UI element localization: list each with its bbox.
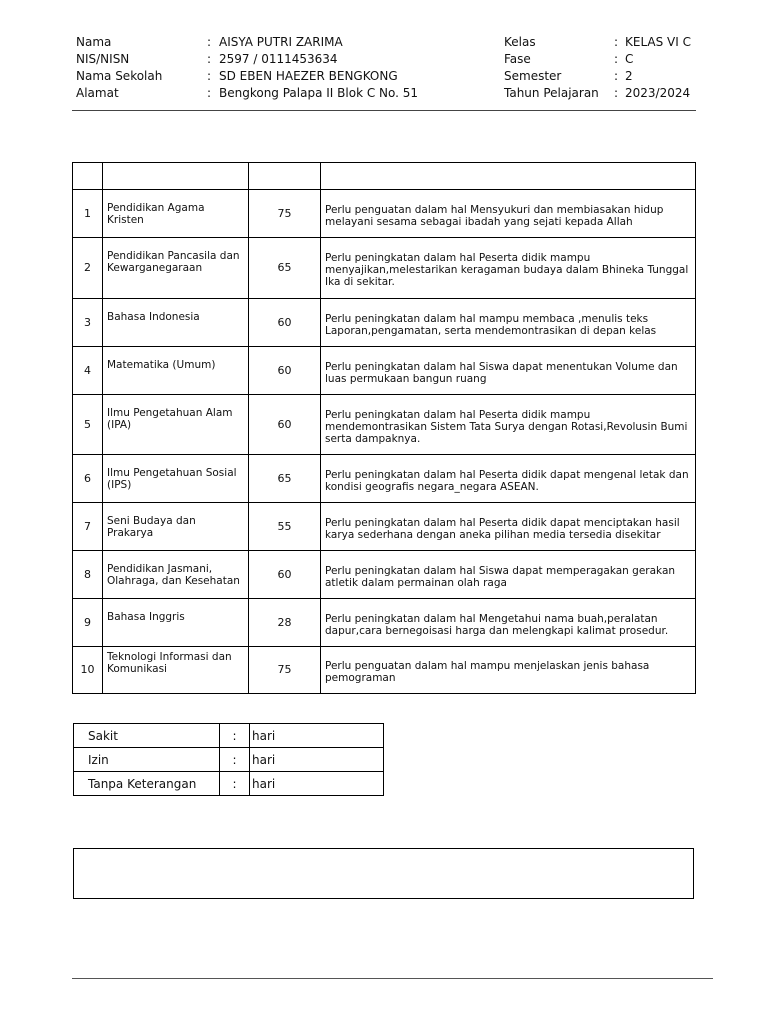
attendance-unit: hari (250, 772, 384, 796)
info-colon: : (207, 86, 212, 100)
info-colon: : (207, 35, 212, 49)
description-text: Perlu penguatan dalam hal Mensyukuri dan membiasakan hidup melayani sesama sebagai ibadah yang sejati kepada Allah (321, 190, 696, 238)
info-colon: : (207, 69, 212, 83)
subject-name: Bahasa Indonesia (103, 299, 249, 347)
header-cell (249, 163, 321, 190)
header-cell (103, 163, 249, 190)
address-value: Bengkong Palapa II Blok C No. 51 (219, 86, 419, 100)
info-row (76, 34, 696, 51)
score-value: 55 (249, 503, 321, 551)
class-value: KELAS VI C (625, 35, 691, 49)
row-number: 6 (73, 455, 103, 503)
score-value: 65 (249, 455, 321, 503)
table-row (74, 724, 384, 748)
info-label: Tahun Pelajaran (504, 86, 599, 100)
description-text: Perlu peningkatan dalam hal Siswa dapat memperagakan gerakan atletik dalam permainan olah raga (321, 551, 696, 599)
student-info-header (76, 34, 696, 106)
attendance-label: Sakit (74, 724, 220, 748)
table-row (73, 395, 696, 455)
header-cell (73, 163, 103, 190)
description-text: Perlu peningkatan dalam hal Peserta didik mampu menyajikan,melestarikan keragaman budaya dalam Bhineka Tunggal Ika di sekitar. (321, 238, 696, 299)
row-number: 5 (73, 395, 103, 455)
table-row (73, 599, 696, 647)
table-row (73, 503, 696, 551)
score-value: 65 (249, 238, 321, 299)
row-number: 1 (73, 190, 103, 238)
info-label: Nama Sekolah (76, 69, 163, 83)
row-number: 8 (73, 551, 103, 599)
table-row (73, 455, 696, 503)
attendance-label: Izin (74, 748, 220, 772)
subject-name: Ilmu Pengetahuan Sosial (IPS) (103, 455, 249, 503)
attendance-label: Tanpa Keterangan (74, 772, 220, 796)
info-label: Kelas (504, 35, 536, 49)
attendance-unit: hari (250, 748, 384, 772)
table-row (73, 299, 696, 347)
table-row (73, 190, 696, 238)
subject-name: Matematika (Umum) (103, 347, 249, 395)
notes-box (73, 848, 694, 899)
description-text: Perlu peningkatan dalam hal Peserta didik mampu mendemontrasikan Sistem Tata Surya dengan Rotasi,Revolusin Bumi serta dampaknya. (321, 395, 696, 455)
subject-name: Bahasa Inggris (103, 599, 249, 647)
info-colon: : (614, 69, 619, 83)
score-value: 60 (249, 395, 321, 455)
grades-table-header (73, 163, 696, 190)
subject-name: Pendidikan Pancasila dan Kewarganegaraan (103, 238, 249, 299)
row-number: 7 (73, 503, 103, 551)
header-divider (72, 110, 696, 111)
row-number: 3 (73, 299, 103, 347)
description-text: Perlu peningkatan dalam hal Peserta didik dapat menciptakan hasil karya sederhana dengan aneka pilihan media tersedia disekitar (321, 503, 696, 551)
table-row (74, 772, 384, 796)
description-text: Perlu peningkatan dalam hal Siswa dapat menentukan Volume dan luas permukaan bangun ruang (321, 347, 696, 395)
school-year-value: 2023/2024 (625, 86, 691, 100)
attendance-colon: : (220, 748, 250, 772)
info-row (76, 85, 696, 102)
table-row (73, 347, 696, 395)
attendance-unit: hari (250, 724, 384, 748)
score-value: 60 (249, 551, 321, 599)
info-colon: : (207, 52, 212, 66)
footer-divider (72, 978, 713, 979)
attendance-colon: : (220, 724, 250, 748)
school-name: SD EBEN HAEZER BENGKONG (219, 69, 398, 83)
row-number: 10 (73, 647, 103, 694)
score-value: 75 (249, 647, 321, 694)
subject-name: Ilmu Pengetahuan Alam (IPA) (103, 395, 249, 455)
info-label: Semester (504, 69, 562, 83)
row-number: 2 (73, 238, 103, 299)
table-row (74, 748, 384, 772)
table-row (73, 551, 696, 599)
info-label: Nama (76, 35, 112, 49)
row-number: 9 (73, 599, 103, 647)
info-row (76, 51, 696, 68)
table-row (73, 647, 696, 694)
info-label: Fase (504, 52, 531, 66)
subject-name: Pendidikan Agama Kristen (103, 190, 249, 238)
header-cell (321, 163, 696, 190)
phase-value: C (625, 52, 634, 66)
score-value: 60 (249, 299, 321, 347)
score-value: 60 (249, 347, 321, 395)
description-text: Perlu peningkatan dalam hal mampu membaca ,menulis teks Laporan,pengamatan, serta mendemontrasikan di depan kelas (321, 299, 696, 347)
subject-name: Pendidikan Jasmani, Olahraga, dan Kesehatan (103, 551, 249, 599)
info-label: NIS/NISN (76, 52, 130, 66)
student-id: 2597 / 0111453634 (219, 52, 338, 66)
info-label: Alamat (76, 86, 119, 100)
attendance-table (73, 723, 384, 796)
description-text: Perlu penguatan dalam hal mampu menjelaskan jenis bahasa pemograman (321, 647, 696, 694)
subject-name: Seni Budaya dan Prakarya (103, 503, 249, 551)
subject-name: Teknologi Informasi dan Komunikasi (103, 647, 249, 694)
grades-table (72, 162, 696, 694)
attendance-colon: : (220, 772, 250, 796)
info-colon: : (614, 35, 619, 49)
description-text: Perlu peningkatan dalam hal Peserta didik dapat mengenal letak dan kondisi geografis negara_negara ASEAN. (321, 455, 696, 503)
info-colon: : (614, 86, 619, 100)
score-value: 28 (249, 599, 321, 647)
semester-value: 2 (625, 69, 633, 83)
info-row (76, 68, 696, 85)
student-name: AISYA PUTRI ZARIMA (219, 35, 343, 49)
score-value: 75 (249, 190, 321, 238)
row-number: 4 (73, 347, 103, 395)
description-text: Perlu peningkatan dalam hal Mengetahui nama buah,peralatan dapur,cara bernegoisasi harga dan melengkapi kalimat prosedur. (321, 599, 696, 647)
table-row (73, 238, 696, 299)
info-colon: : (614, 52, 619, 66)
